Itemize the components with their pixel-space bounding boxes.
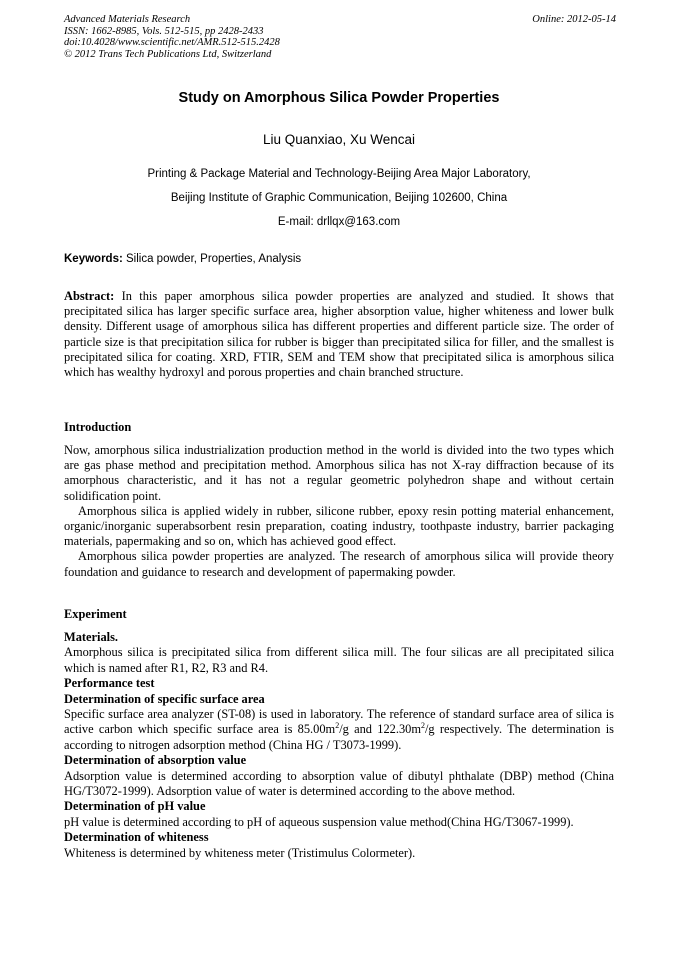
ph-heading: Determination of pH value [64,799,206,814]
materials-heading: Materials. [64,630,119,644]
experiment-body [64,630,614,861]
introduction-body [64,443,614,580]
ssa-heading: Determination of specific surface area [64,691,265,706]
journal-name: Advanced Materials Research [64,14,191,25]
paper-title: Study on Amorphous Silica Powder Properties [178,90,500,106]
ph-text: pH value is determined according to pH of aqueous suspension value method(China HG/T3067-1999). [64,814,574,829]
absorption-text: Adsorption value is determined according to absorption value of dibutyl phthalate (DBP) method (China HG/T3072-1999). Adsorption value of water is determined according to the above method. [64,768,614,799]
journal-doi: doi:10.4028/www.scientific.net/AMR.512-515.2428 [64,37,280,48]
introduction-heading: Introduction [64,420,132,434]
affiliation-line-2: Beijing Institute of Graphic Communication, Beijing 102600, China [170,192,508,204]
intro-paragraph-1: Now, amorphous silica industrialization production method in the world is divided into the two types which are gas phase method and precipitation method. Amorphous silica has not X-ray diffraction because of its amorphous characteristic, and it has not a regular geometric polyhedron shape and without certain solidification point. [64,443,614,503]
affiliation-line-1: Printing & Package Material and Technology-Beijing Area Major Laboratory, [147,168,531,180]
keywords-text: Silica powder, Properties, Analysis [126,253,302,265]
intro-paragraph-3: Amorphous silica powder properties are analyzed. The research of amorphous silica will provide theory foundation and guidance to research and development of papermaking powder. [64,549,614,579]
journal-header [64,14,616,60]
absorption-heading: Determination of absorption value [64,753,247,768]
whiteness-heading: Determination of whiteness [64,830,209,845]
keywords-label: Keywords: [64,253,123,265]
online-date: Online: 2012-05-14 [532,14,616,25]
author-email: E-mail: drllqx@163.com [277,216,401,228]
abstract [64,289,614,380]
paper-authors: Liu Quanxiao, Xu Wencai [262,132,416,147]
abstract-text: In this paper amorphous silica powder properties are analyzed and studied. It shows that precipitated silica has larger specific surface area, higher absorption value, higher whiteness and lower bulk density. Different usage of amorphous silica has different properties and different particle size. The order of particle size is that precipitation silica for rubber is bigger than precipitated silica for filler, and the smallest is precipitated silica for coating. XRD, FTIR, SEM and TEM show that precipitated silica is amorphous silica which has wealthy hydroxyl and porous properties and chain branched structure. [64,289,614,380]
ssa-text: Specific surface area analyzer (ST-08) is used in laboratory. The reference of standard surface area of silica is active carbon which specific surface area is $85.00m^2/g$ and $122.30m^2/g$ respectively. The determination is according to nitrogen adsorption method (China HG / T3073-1999). [64,707,614,752]
experiment-heading: Experiment [64,607,127,621]
journal-copyright: © 2012 Trans Tech Publications Ltd, Switzerland [64,48,272,60]
journal-issn: ISSN: 1662-8985, Vols. 512-515, pp 2428-2433 [64,25,264,37]
whiteness-text: Whiteness is determined by whiteness meter (Tristimulus Colormeter). [64,845,416,860]
abstract-label: Abstract: [64,289,115,303]
intro-paragraph-2: Amorphous silica is applied widely in rubber, silicone rubber, epoxy resin potting material enhancement, organic/inorganic superabsorbent resin preparation, coating industry, toothpaste industry, barrier packaging materials, papermaking and so on, which has achieved good effect. [64,503,614,549]
performance-heading: Performance test [64,676,155,691]
keywords [64,253,616,265]
materials-text: Amorphous silica is precipitated silica from different silica mill. The four silicas are all precipitated silica which is named after R1, R2, R3 and R4. [64,645,614,675]
